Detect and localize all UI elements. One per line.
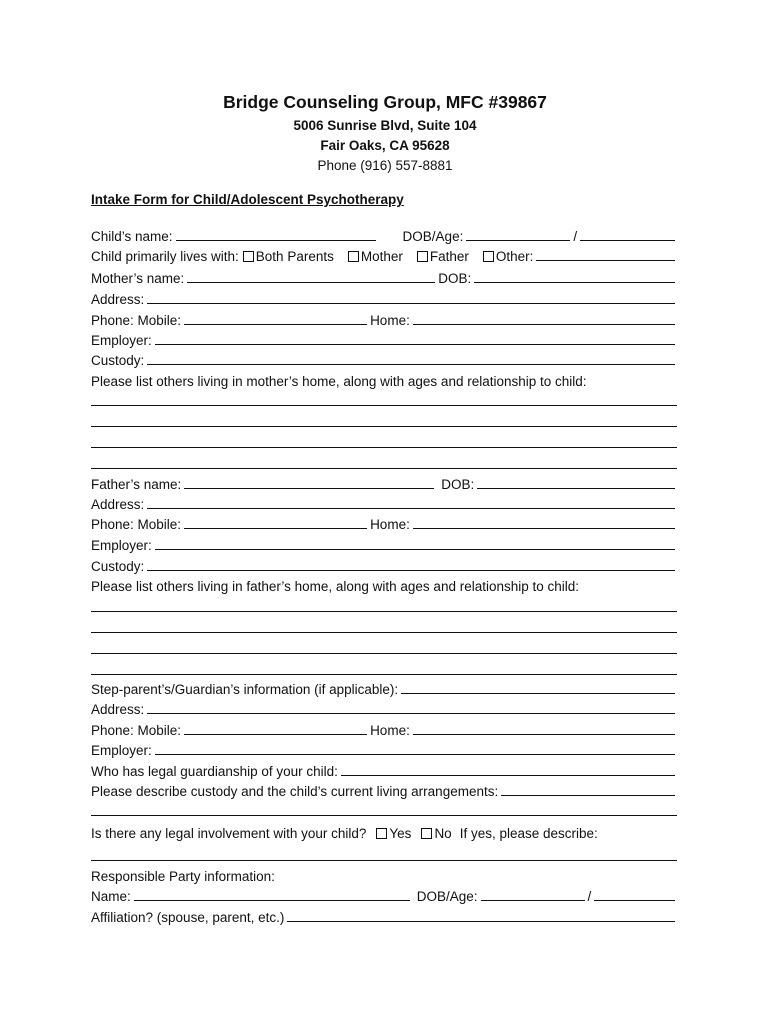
- mother-employer-label: Employer:: [91, 333, 152, 348]
- father-name-label: Father’s name:: [91, 477, 182, 492]
- mother-home-field[interactable]: [413, 323, 675, 325]
- responsible-dob-field[interactable]: [481, 899, 585, 901]
- responsible-name-label: Name:: [91, 889, 131, 904]
- child-name-field[interactable]: [176, 239, 376, 241]
- legal-yes-checkbox[interactable]: [376, 828, 387, 839]
- father-address-label: Address:: [91, 497, 145, 512]
- other-option-label: Other:: [495, 249, 534, 264]
- legal-no-checkbox[interactable]: [421, 828, 432, 839]
- affiliation-label: Affiliation? (spouse, parent, etc.): [91, 910, 285, 925]
- father-dob-label: DOB:: [441, 477, 475, 492]
- mother-dob-field[interactable]: [474, 281, 675, 283]
- mother-others-label: Please list others living in mother’s home, along with ages and relationship to child:: [91, 374, 587, 389]
- mother-employer-field[interactable]: [155, 343, 675, 345]
- father-home-label: Home:: [370, 517, 410, 532]
- mother-address-row: [91, 287, 677, 307]
- step-info-row: [91, 677, 677, 697]
- child-dob-field[interactable]: [466, 239, 570, 241]
- father-mobile-label: Phone: Mobile:: [91, 517, 182, 532]
- father-employer-field[interactable]: [155, 548, 675, 550]
- mother-custody-row: [91, 348, 677, 368]
- responsible-heading: Responsible Party information:: [91, 869, 275, 884]
- legal-involvement-row: [91, 821, 677, 841]
- father-phone-row: [91, 512, 677, 532]
- custody-description-label: Please describe custody and the child’s current living arrangements:: [91, 784, 499, 799]
- father-employer-row: [91, 533, 677, 553]
- mother-others-line-2[interactable]: [91, 426, 677, 427]
- mother-others-row: [91, 369, 677, 389]
- guardianship-label: Who has legal guardianship of your child:: [91, 764, 338, 779]
- organization-phone: Phone (916) 557-8881: [317, 158, 453, 173]
- other-field[interactable]: [536, 259, 675, 261]
- step-address-row: [91, 697, 677, 717]
- father-others-line-4[interactable]: [91, 674, 677, 675]
- step-address-label: Address:: [91, 702, 145, 717]
- responsible-age-field[interactable]: [594, 899, 675, 901]
- father-others-line-1[interactable]: [91, 611, 677, 612]
- mother-address-field[interactable]: [147, 302, 675, 304]
- father-others-label: Please list others living in father’s home, along with ages and relationship to child:: [91, 579, 580, 594]
- step-employer-field[interactable]: [155, 753, 675, 755]
- legal-description-line[interactable]: [91, 860, 677, 861]
- father-dob-field[interactable]: [477, 487, 675, 489]
- responsible-dob-label: DOB/Age:: [416, 889, 478, 904]
- lives-with-label: Child primarily lives with:: [91, 249, 239, 264]
- child-name-label: Child’s name:: [91, 229, 173, 244]
- mother-mobile-field[interactable]: [184, 323, 367, 325]
- other-checkbox[interactable]: [483, 251, 494, 262]
- legal-question-label: Is there any legal involvement with your child?: [91, 826, 367, 841]
- father-custody-label: Custody:: [91, 559, 145, 574]
- form-title: Intake Form for Child/Adolescent Psychotherapy: [91, 192, 404, 207]
- mother-custody-field[interactable]: [147, 363, 675, 365]
- mother-custody-label: Custody:: [91, 353, 145, 368]
- legal-yes-label: Yes: [389, 826, 412, 841]
- guardianship-row: [91, 759, 677, 779]
- organization-name: Bridge Counseling Group, MFC #39867: [223, 92, 547, 112]
- child-name-row: [91, 224, 677, 244]
- mother-option-label: Mother: [360, 249, 403, 264]
- legal-no-label: No: [434, 826, 452, 841]
- father-address-field[interactable]: [147, 507, 675, 509]
- father-others-line-3[interactable]: [91, 653, 677, 654]
- address-line-1: 5006 Sunrise Blvd, Suite 104: [293, 118, 477, 133]
- step-info-label: Step-parent’s/Guardian’s information (if applicable):: [91, 682, 399, 697]
- mother-home-label: Home:: [370, 313, 410, 328]
- father-address-row: [91, 492, 677, 512]
- father-name-field[interactable]: [184, 487, 434, 489]
- mother-name-label: Mother’s name:: [91, 271, 185, 286]
- mother-employer-row: [91, 328, 677, 348]
- mother-dob-label: DOB:: [438, 271, 472, 286]
- step-phone-row: [91, 718, 677, 738]
- responsible-name-field[interactable]: [134, 899, 410, 901]
- child-age-field[interactable]: [580, 239, 675, 241]
- affiliation-row: [91, 905, 677, 925]
- address-line-2: Fair Oaks, CA 95628: [320, 138, 450, 153]
- mother-others-line-3[interactable]: [91, 447, 677, 448]
- mother-phone-row: [91, 308, 677, 328]
- both-parents-label: Both Parents: [255, 249, 334, 264]
- custody-description-row: [91, 779, 677, 799]
- father-custody-field[interactable]: [147, 569, 675, 571]
- step-employer-label: Employer:: [91, 743, 152, 758]
- father-others-line-2[interactable]: [91, 632, 677, 633]
- father-employer-label: Employer:: [91, 538, 152, 553]
- mother-address-label: Address:: [91, 292, 145, 307]
- mother-mobile-label: Phone: Mobile:: [91, 313, 182, 328]
- step-employer-row: [91, 738, 677, 758]
- step-info-field[interactable]: [401, 692, 675, 694]
- step-address-field[interactable]: [147, 712, 675, 714]
- guardianship-field[interactable]: [341, 774, 675, 776]
- responsible-name-row: [91, 884, 677, 904]
- child-dob-slash: /: [573, 229, 578, 244]
- step-home-label: Home:: [370, 723, 410, 738]
- lives-with-row: [91, 244, 677, 264]
- responsible-heading-row: [91, 864, 677, 884]
- father-mobile-field[interactable]: [184, 527, 367, 529]
- father-home-field[interactable]: [413, 527, 675, 529]
- mother-name-row: [91, 266, 677, 286]
- father-name-row: [91, 472, 677, 492]
- mother-checkbox[interactable]: [348, 251, 359, 262]
- step-home-field[interactable]: [413, 733, 675, 735]
- step-mobile-label: Phone: Mobile:: [91, 723, 182, 738]
- mother-others-line-4[interactable]: [91, 468, 677, 469]
- responsible-dob-slash: /: [587, 889, 592, 904]
- affiliation-field[interactable]: [287, 920, 675, 922]
- legal-describe-label: If yes, please describe:: [459, 826, 598, 841]
- father-checkbox[interactable]: [417, 251, 428, 262]
- custody-description-line-2[interactable]: [91, 815, 677, 816]
- step-mobile-field[interactable]: [184, 733, 367, 735]
- child-dob-label: DOB/Age:: [402, 229, 464, 244]
- mother-name-field[interactable]: [187, 281, 435, 283]
- father-option-label: Father: [429, 249, 469, 264]
- mother-others-line-1[interactable]: [91, 405, 677, 406]
- father-others-row: [91, 574, 677, 594]
- both-parents-checkbox[interactable]: [243, 251, 254, 262]
- father-custody-row: [91, 554, 677, 574]
- custody-description-field[interactable]: [501, 794, 675, 796]
